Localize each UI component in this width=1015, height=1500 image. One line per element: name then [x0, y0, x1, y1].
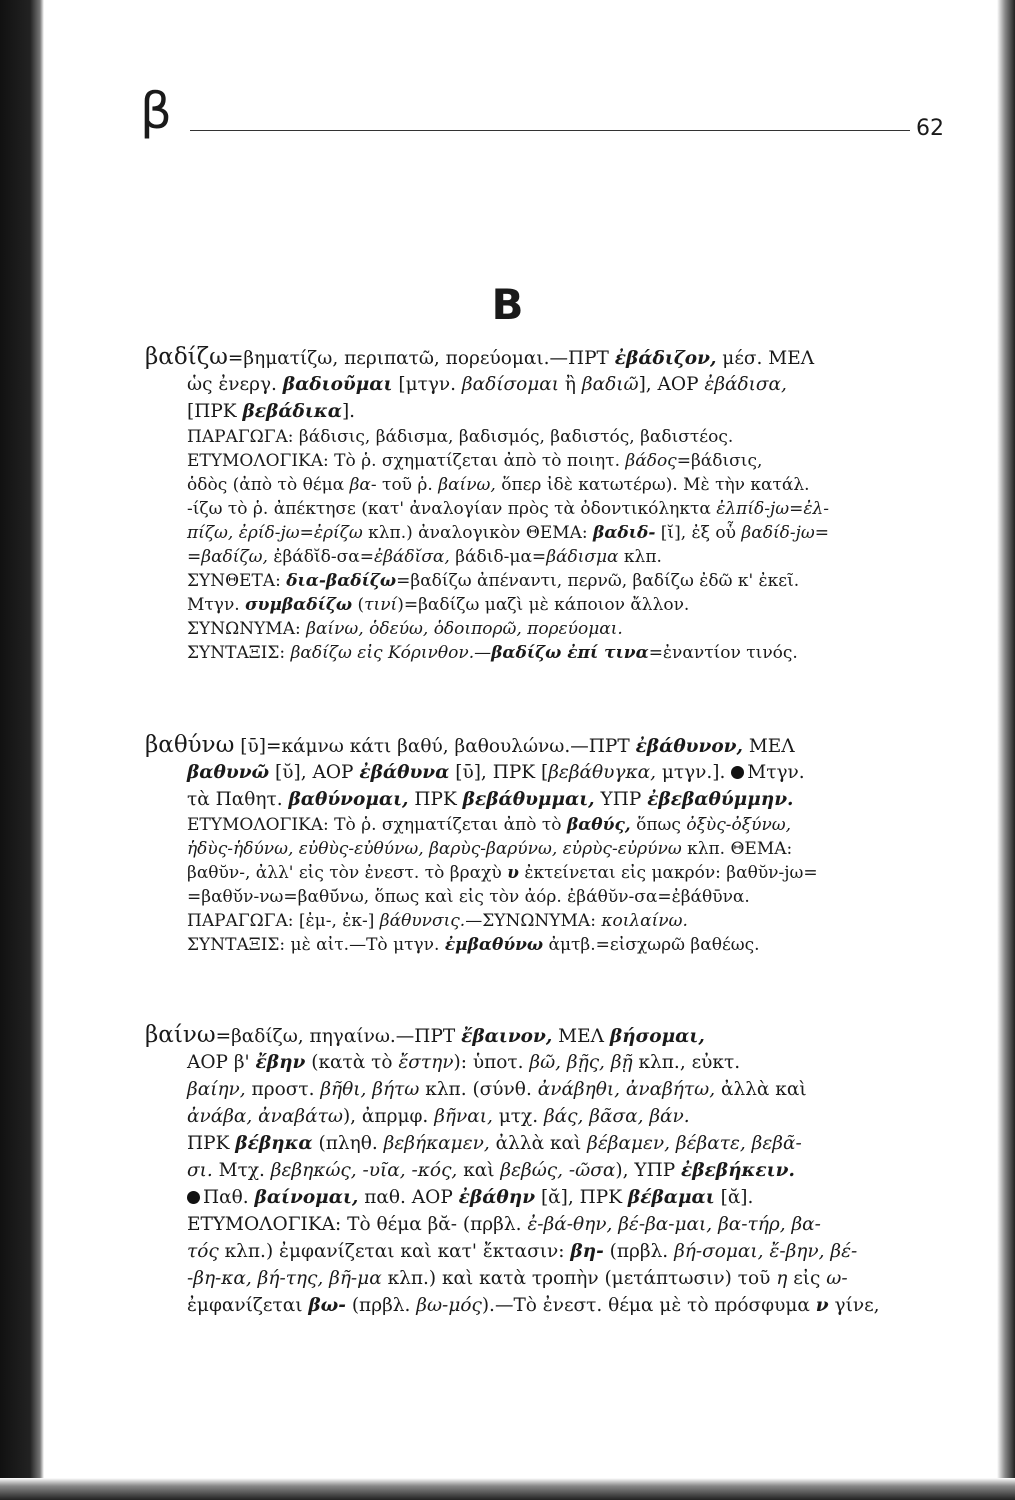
text-segment: ΕΤΥΜΟΛΟΓΙΚΑ: Τὸ ῥ. σχηματίζεται ἀπὸ τὸ: [187, 815, 567, 835]
text-segment: μτγν.].: [655, 762, 732, 783]
text-segment: βάδιδ-μα=: [449, 547, 547, 567]
bold-form: βαθύνομαι,: [288, 789, 409, 810]
entry-line: [145, 1238, 935, 1265]
bold-form: ἔβην: [255, 1052, 306, 1073]
entry-line: [145, 545, 935, 569]
italic-form: βεβηκώς, -υῖα, -κός,: [270, 1160, 458, 1181]
italic-form: βῆναι,: [434, 1106, 493, 1127]
italic-form: βέβαμεν, βέβατε, βεβᾶ-: [587, 1133, 802, 1154]
entry-line: [145, 1211, 935, 1238]
italic-form: βεβώς, -ῶσα: [500, 1160, 616, 1181]
headword: βαθύνω: [145, 732, 235, 758]
entry-line: [145, 1022, 935, 1049]
text-segment: ΑΟΡ β': [187, 1052, 256, 1073]
entry-line: [145, 786, 935, 813]
entry-line: [145, 1103, 935, 1130]
text-segment: ὁδὸς (ἀπὸ τὸ θέμα: [187, 475, 350, 495]
text-segment: [ᾰ], ΠΡΚ: [535, 1187, 628, 1208]
bold-form: βεβάθυμμαι,: [462, 789, 595, 810]
italic-form: βαίνω,: [438, 475, 496, 495]
bold-form: ν: [815, 1295, 829, 1316]
bold-form: ἐβάθυνον,: [635, 736, 743, 757]
entry-line: [145, 617, 935, 641]
italic-form: βω-μός: [416, 1295, 482, 1316]
text-segment: [μτγν.: [392, 374, 462, 395]
text-segment: ΠΑΡΑΓΩΓΑ: [ἐμ-, ἐκ-]: [187, 911, 380, 931]
bold-form: βαδιδ-: [593, 523, 656, 543]
text-segment: ΣΥΝΩΝΥΜΑ:: [187, 619, 307, 639]
scan-edge-bottom: [0, 1478, 1015, 1500]
text-segment: κλπ.: [618, 547, 662, 567]
text-segment: (: [352, 595, 365, 615]
text-segment: ).—Τὸ ἐνεστ. θέμα μὲ τὸ πρόσφυμα: [481, 1295, 816, 1316]
text-segment: ΕΤΥΜΟΛΟΓΙΚΑ: Τὸ ῥ. σχηματίζεται ἀπὸ τὸ ποιητ.: [187, 451, 626, 471]
text-segment: μέσ. ΜΕΛ: [716, 348, 815, 369]
entry-line: [145, 1130, 935, 1157]
text-segment: παθ. ΑΟΡ: [358, 1187, 459, 1208]
text-segment: ], ΑΟΡ: [638, 374, 705, 395]
text-segment: —: [474, 643, 492, 663]
bold-form: βέβαμαι: [627, 1187, 715, 1208]
entry-line: [145, 1184, 935, 1211]
bold-form: δια-βαδίζω: [286, 571, 397, 591]
italic-form: βαδίδ-jω=: [741, 523, 829, 543]
headword: βαδίζω: [145, 344, 228, 370]
entry-line: [145, 521, 935, 545]
bold-form: ἐβάδιζον,: [614, 348, 717, 369]
italic-form: βαδίζω εἰς Κόρινθον.: [290, 643, 475, 663]
section-letter: Β: [491, 280, 524, 329]
italic-form: ἔστην: [398, 1052, 454, 1073]
text-segment: -ίζω τὸ ῥ. ἀπέκτησε (κατ' ἀναλογίαν πρὸς τὰ ὀδοντικόληκτα: [187, 499, 717, 519]
scan-edge-right: [997, 0, 1015, 1500]
entry-line: [145, 813, 935, 837]
bold-form: ἐβάθυνα: [359, 762, 450, 783]
header-rule: [190, 130, 910, 131]
text-segment: =ἐναντίον τινός.: [648, 643, 798, 663]
italic-form: ἡδὺς-ἡδύνω, εὐθὺς-εὐθύνω, βαρὺς-βαρύνω, εὐρὺς-εὐρύνω: [187, 839, 682, 859]
entry-line: [145, 759, 935, 786]
entry-line: [145, 1076, 935, 1103]
page-number: 62: [916, 116, 944, 141]
italic-form: ἐβάδῐσα,: [373, 547, 450, 567]
entry-line: [145, 449, 935, 473]
text-segment: —ΣΥΝΩΝΥΜΑ:: [465, 911, 602, 931]
text-segment: ].: [341, 401, 356, 422]
text-segment: κλπ., εὐκτ.: [632, 1052, 741, 1073]
entry-line: [145, 732, 935, 759]
italic-form: τός: [187, 1241, 219, 1262]
text-segment: ὡς ἐνεργ.: [187, 374, 283, 395]
italic-form: ἐ-βά-θην, βέ-βα-μαι, βα-τήρ, βα-: [527, 1214, 821, 1235]
text-segment: [ᾰ].: [714, 1187, 754, 1208]
bold-form: βαθύς,: [566, 815, 631, 835]
bold-form: ἐβεβαθύμμην.: [647, 789, 794, 810]
text-segment: Μτγν.: [187, 595, 246, 615]
text-segment: [ῠ], ΑΟΡ: [269, 762, 360, 783]
text-segment: γίνε,: [828, 1295, 880, 1316]
italic-form: βῶ, βῇς, βῇ: [529, 1052, 633, 1073]
italic-form: η: [776, 1268, 788, 1289]
italic-form: βάδος: [625, 451, 677, 471]
entry-line: [145, 593, 935, 617]
italic-form: βάς, βᾶσα, βάν.: [543, 1106, 690, 1127]
text-segment: =βαδίζω, πηγαίνω.—ΠΡΤ: [215, 1026, 462, 1047]
italic-form: τινί: [364, 595, 398, 615]
italic-form: ὀξὺς-ὀξύνω,: [686, 815, 792, 835]
text-segment: ΠΡΚ: [408, 789, 463, 810]
italic-form: βάθυνσις.: [379, 911, 466, 931]
italic-form: ἀνάβα, ἀναβάτω: [187, 1106, 343, 1127]
text-segment: τοῦ ῥ.: [376, 475, 439, 495]
text-segment: κλπ. ΘΕΜΑ:: [681, 839, 793, 859]
entry-line: [145, 641, 935, 665]
text-segment: ): ὑποτ.: [453, 1052, 530, 1073]
text-segment: ΠΡΚ: [187, 1133, 236, 1154]
entry-line: [145, 1265, 935, 1292]
entry-line: [145, 837, 935, 861]
text-segment: ἐβάδῐδ-σα=: [267, 547, 374, 567]
text-segment: κλπ. (σύνθ.: [419, 1079, 538, 1100]
text-segment: ὅπερ ἰδὲ κατωτέρω). Μὲ τὴν κατάλ.: [495, 475, 810, 495]
italic-form: =βαδίζω,: [187, 547, 268, 567]
entry-line: [145, 569, 935, 593]
text-segment: =βάδισις,: [676, 451, 763, 471]
text-segment: προστ.: [245, 1079, 321, 1100]
bold-form: βεβάδικα: [242, 401, 342, 422]
bold-form: βω-: [308, 1295, 346, 1316]
text-segment: ἐμφανίζεται: [187, 1295, 309, 1316]
bold-form: ἐβεβήκειν.: [681, 1160, 795, 1181]
text-segment: Μτγν.: [747, 762, 805, 783]
italic-form: βαίην,: [187, 1079, 246, 1100]
entry-line: [145, 885, 935, 909]
bullet-icon: [187, 1191, 200, 1204]
dictionary-entry-badizo: [145, 344, 935, 665]
text-segment: κλπ.) ἐμφανίζεται καὶ κατ' ἔκτασιν:: [218, 1241, 571, 1262]
entry-line: [145, 398, 935, 425]
text-segment: ΣΥΝΤΑΞΙΣ: μὲ αἰτ.—Τὸ μτγν.: [187, 935, 445, 955]
bold-form: βέβηκα: [235, 1133, 313, 1154]
text-segment: Μτχ.: [212, 1160, 271, 1181]
entry-line: [145, 1292, 935, 1319]
text-segment: ἢ: [559, 374, 582, 395]
italic-form: βαδιῶ: [581, 374, 639, 395]
italic-form: ω-: [826, 1268, 848, 1289]
text-segment: ΥΠΡ: [594, 789, 648, 810]
text-segment: κλπ.) καὶ κατὰ τροπὴν (μετάπτωσιν) τοῦ: [381, 1268, 777, 1289]
entry-line: [145, 1049, 935, 1076]
running-head-letter: β: [140, 82, 172, 140]
scan-edge-left: [0, 0, 44, 1500]
italic-form: -βη-κα, βή-της, βῆ-μα: [187, 1268, 382, 1289]
text-segment: =βαθῠ́ν-νω=βαθῡ́νω, ὅπως καὶ εἰς τὸν ἀόρ. ἐβάθῠν-σα=ἐβάθῡνα.: [187, 887, 750, 907]
text-segment: ἀλλὰ καὶ: [489, 1133, 588, 1154]
dictionary-entry-bathyno: [145, 732, 935, 957]
italic-form: βῆθι, βήτω: [320, 1079, 420, 1100]
dictionary-entry-baino: [145, 1022, 935, 1319]
text-segment: [ῡ]=κάμνω κάτι βαθύ, βαθουλώνω.—ΠΡΤ: [234, 736, 636, 757]
text-segment: Παθ.: [203, 1187, 255, 1208]
bold-form: βήσομαι,: [609, 1026, 705, 1047]
text-segment: (κατὰ τὸ: [305, 1052, 399, 1073]
italic-form: σι.: [187, 1160, 213, 1181]
bold-form: ἔβαινον,: [461, 1026, 553, 1047]
text-segment: (πρβλ.: [603, 1241, 675, 1262]
italic-form: βαίνω, ὁδεύω, ὁδοιπορῶ, πορεύομαι.: [306, 619, 623, 639]
text-segment: ΕΤΥΜΟΛΟΓΙΚΑ: Τὸ θέμα βᾰ- (πρβλ.: [187, 1214, 528, 1235]
text-segment: ), ΥΠΡ: [615, 1160, 682, 1181]
entry-line: [145, 909, 935, 933]
italic-form: κοιλαίνω.: [601, 911, 688, 931]
entry-line: [145, 497, 935, 521]
italic-form: βεβάθυγκα,: [548, 762, 656, 783]
bold-form: βαθυνῶ: [187, 762, 270, 783]
italic-form: πίζω, ἐρίδ-jω=ἐρίζω: [187, 523, 363, 543]
bullet-icon: [731, 766, 744, 779]
entry-line: [145, 371, 935, 398]
italic-form: βή-σομαι, ἔ-βην, βέ-: [674, 1241, 858, 1262]
text-segment: ), ἀπρμφ.: [342, 1106, 435, 1127]
text-segment: μτχ.: [492, 1106, 544, 1127]
bold-form: συμβαδίζω: [245, 595, 353, 615]
text-segment: )=βαδίζω μαζὶ μὲ κάποιον ἄλλον.: [397, 595, 690, 615]
bold-form: ἐμβαθύνω: [444, 935, 544, 955]
italic-form: ἀνάβηθι, ἀναβήτω,: [537, 1079, 716, 1100]
italic-form: βαδίσομαι: [461, 374, 560, 395]
text-segment: κλπ.) ἀναλογικὸν ΘΕΜΑ:: [362, 523, 594, 543]
headword: βαίνω: [145, 1022, 216, 1048]
text-segment: ΜΕΛ: [552, 1026, 610, 1047]
entry-line: [145, 425, 935, 449]
text-segment: =βηματίζω, περιπατῶ, πορεύομαι.—ΠΡΤ: [227, 348, 615, 369]
text-segment: ὅπως: [630, 815, 687, 835]
text-segment: =βαδίζω ἀπέναντι, περνῶ, βαδίζω ἐδῶ κ' ἐκεῖ.: [396, 571, 800, 591]
text-segment: (πληθ.: [312, 1133, 384, 1154]
entry-line: [145, 1157, 935, 1184]
bold-form: ἐβάθην: [458, 1187, 536, 1208]
text-segment: ἀμτβ.=εἰσχωρῶ βαθέως.: [543, 935, 760, 955]
text-segment: τὰ Παθητ.: [187, 789, 289, 810]
text-segment: [ῐ], ἐξ οὗ: [655, 523, 742, 543]
text-segment: ΠΑΡΑΓΩΓΑ: βάδισις, βάδισμα, βαδισμός, βαδιστός, βαδιστέος.: [187, 427, 734, 447]
bold-form: βαδιοῦμαι: [282, 374, 393, 395]
text-segment: ΣΥΝΤΑΞΙΣ:: [187, 643, 291, 663]
italic-form: βάδισμα: [546, 547, 619, 567]
italic-form: ἐβάδισα,: [704, 374, 787, 395]
bold-form: βαίνομαι,: [254, 1187, 359, 1208]
entry-line: [145, 473, 935, 497]
text-segment: [ῡ], ΠΡΚ [: [449, 762, 549, 783]
text-segment: ἀλλὰ καὶ: [715, 1079, 807, 1100]
italic-form: βεβήκαμεν,: [383, 1133, 490, 1154]
text-segment: ΣΥΝΘΕΤΑ:: [187, 571, 287, 591]
text-segment: ΜΕΛ: [742, 736, 795, 757]
text-segment: (πρβλ.: [345, 1295, 417, 1316]
entry-line: [145, 344, 935, 371]
text-segment: [ΠΡΚ: [187, 401, 243, 422]
entry-line: [145, 933, 935, 957]
bold-form: υ: [507, 863, 519, 883]
text-segment: βαθῠν-, ἀλλ' εἰς τὸν ἐνεστ. τὸ βραχὺ: [187, 863, 508, 883]
text-segment: εἰς: [787, 1268, 827, 1289]
entry-line: [145, 861, 935, 885]
bold-form: βη-: [570, 1241, 604, 1262]
italic-form: βα-: [349, 475, 377, 495]
italic-form: ἐλπίδ-jω=ἐλ-: [716, 499, 829, 519]
text-segment: ἐκτείνεται εἰς μακρόν: βαθῠν-jω=: [518, 863, 818, 883]
text-segment: καὶ: [457, 1160, 501, 1181]
bold-form: βαδίζω ἐπί τινα: [491, 643, 649, 663]
